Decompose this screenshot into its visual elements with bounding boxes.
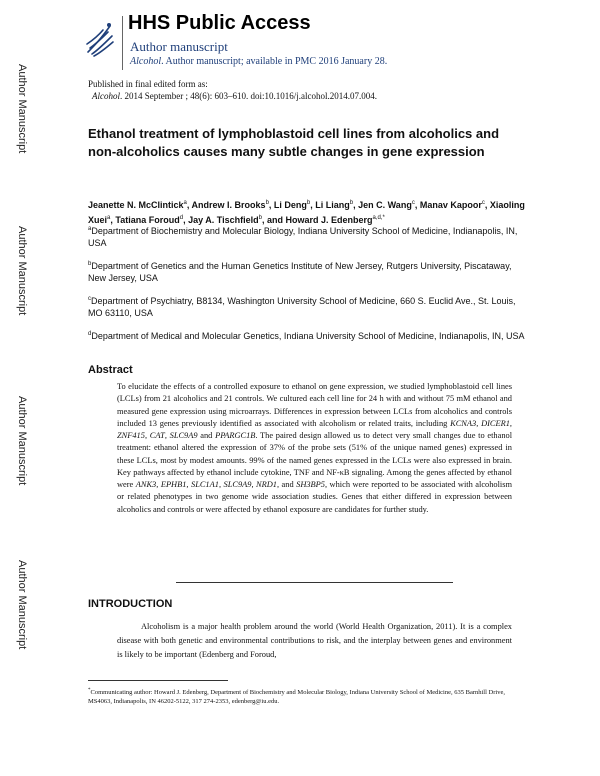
gene-name: KCNA3: [450, 418, 477, 428]
journal-availability: [130, 56, 387, 67]
affiliation-item: [88, 293, 528, 319]
author-name: Xiaoling Xuei: [88, 200, 525, 225]
author-separator: ,: [414, 200, 420, 210]
affiliation-text: Department of Genetics and the Human Genetics Institute of New Jersey, Rutgers University, Piscataway, New Jersey, USA: [88, 261, 512, 283]
published-label: Published in final edited form as:: [88, 79, 208, 89]
abstract-text: ,: [164, 431, 170, 440]
author-separator: ,: [353, 200, 359, 210]
affiliation-text: Department of Psychiatry, B8134, Washington University School of Medicine, 660 S. Euclid Ave., St. Louis, MO 63110, USA: [88, 296, 516, 318]
gene-name: PPARGC1B: [215, 431, 256, 440]
author-affiliation-marker: c: [481, 200, 485, 206]
introduction-paragraph: [117, 620, 512, 662]
author-name: Tatiana Foroud: [115, 215, 180, 225]
author-separator: ,: [110, 215, 116, 225]
abstract-heading: Abstract: [88, 364, 133, 376]
affiliation-text: Department of Biochemistry and Molecular Biology, Indiana University School of Medicine, Indianapolis, IN, USA: [88, 226, 518, 248]
abstract-text: and: [197, 431, 216, 440]
introduction-body: [117, 620, 512, 662]
gene-name: ANK3: [135, 480, 157, 489]
abstract-separator: [176, 582, 453, 583]
affiliation-item: [88, 328, 528, 342]
author-separator: ,: [186, 200, 192, 210]
author-separator: , and: [261, 215, 286, 225]
author-affiliation-marker: a: [183, 200, 187, 206]
abstract-text: ,: [509, 418, 512, 428]
side-label-author-manuscript: Author Manuscript: [16, 226, 28, 316]
introduction-text: Alcoholism is a major health problem around the world (World Health Organization, 2011). It is a complex disease with both genetic and environmental contributions to risk, and the interplay between genes and environment is likely to be important (Edenberg and Foroud,: [117, 622, 512, 659]
citation-details: . 2014 September ; 48(6): 603–610. doi:10.1016/j.alcohol.2014.07.004.: [120, 91, 377, 101]
footnote-separator: [88, 680, 228, 681]
author-name: Manav Kapoor: [419, 200, 482, 210]
availability-text: . Author manuscript; available in PMC 2016 January 28.: [161, 56, 388, 67]
author-separator: ,: [183, 215, 189, 225]
footnote-marker: *: [88, 688, 91, 693]
author-name: Jeanette N. McClintick: [88, 200, 184, 210]
author-affiliation-marker: b: [265, 200, 269, 206]
footnote: [88, 686, 523, 706]
affiliation-marker: a: [88, 226, 92, 232]
author-separator: ,: [268, 200, 274, 210]
paper-title: Ethanol treatment of lymphoblastoid cell lines from alcoholics and non-alcoholics causes many subtle changes in gene expression: [88, 126, 500, 159]
hhs-eagle-icon: [84, 18, 116, 58]
author-name: Li Liang: [315, 200, 350, 210]
author-name: Howard J. Edenberg: [285, 215, 373, 225]
affiliation-item: [88, 223, 528, 249]
journal-name: Alcohol: [130, 56, 162, 67]
author-affiliation-marker: c: [411, 200, 415, 206]
citation-line: [88, 90, 377, 102]
author-affiliation-marker: b: [349, 200, 354, 206]
header-divider: [122, 16, 123, 70]
abstract-text: , which were reported to be associated with alcoholism or related phenotypes in two genome wide association studies. Genes that either differed in expression between alcoholics and controls or were affected by ethanol exposure are candidates for further study.: [117, 480, 513, 514]
abstract-body: [117, 381, 512, 516]
author-affiliation-marker: b: [258, 215, 262, 221]
gene-name: SLC1A1: [191, 480, 219, 489]
abstract-text: ,: [218, 480, 224, 489]
affiliation-item: [88, 258, 528, 284]
author-affiliation-marker: a,d,*: [372, 215, 385, 221]
abstract-text: ,: [476, 418, 482, 428]
abstract-text: ,: [251, 480, 257, 489]
hhs-public-access-title: HHS Public Access: [128, 12, 311, 34]
affiliation-marker: b: [88, 261, 92, 267]
abstract-text: . The paired design allowed us to detect very small changes due to ethanol treatment: ethanol altered the expression of 37% of the probe sets (51% of the unique named genes) expressed in these LCLs, most by modest amounts. 99% of the named genes expressed in the LCLs were also expressed in brain. Key pathways affected by ethanol include cytokine, TNF and NF-κB signaling. Among the genes affected by ethanol were: [117, 431, 513, 489]
citation-journal: Alcohol: [92, 91, 120, 101]
gene-name: NRD1: [256, 480, 277, 489]
author-name: Jay A. Tischfield: [188, 215, 259, 225]
side-label-author-manuscript: Author Manuscript: [16, 396, 28, 486]
author-name: Andrew I. Brooks: [191, 200, 266, 210]
introduction-heading: INTRODUCTION: [88, 598, 173, 610]
gene-name: EPHB1: [160, 480, 187, 489]
affiliation-marker: c: [88, 296, 91, 302]
author-affiliation-marker: a: [107, 215, 111, 221]
author-manuscript-label: Author manuscript: [130, 39, 228, 54]
author-separator: ,: [484, 200, 490, 210]
affiliation-text: Department of Medical and Molecular Genetics, Indiana University School of Medicine, Indianapolis, IN, USA: [91, 331, 525, 341]
abstract-text: To elucidate the effects of a controlled exposure to ethanol on gene expression, we studied lymphoblastoid cell lines (LCLs) from 21 alcoholics and 21 controls. We cultured each cell line for 24 h with and without 75 mM ethanol and measured gene expression using microarrays. Differences in expression between LCLs from alcoholics and controls included 13 genes previously identified as associated with alcoholism or related traits, including: [117, 382, 512, 428]
author-separator: ,: [310, 200, 316, 210]
abstract-text: ,: [144, 431, 150, 440]
gene-name: SLC9A9: [169, 431, 198, 440]
abstract-paragraph: [117, 381, 512, 516]
published-in-block: [88, 78, 377, 102]
gene-name: DICER1: [481, 418, 510, 428]
gene-name: CAT: [149, 431, 165, 440]
abstract-text: , and: [276, 480, 297, 489]
footnote-text: Communicating author: Howard J. Edenberg, Department of Biochemistry and Molecular Biology, Indiana University School of Medicine, 635 Barnhill Drive, MS4063, Indianapolis, IN 46202-5122, 317 274-2353, edenberg@iu.edu.: [88, 689, 505, 706]
side-label-author-manuscript: Author Manuscript: [16, 64, 28, 154]
affiliations: [88, 223, 528, 351]
gene-name: SH3BP5: [296, 480, 325, 489]
gene-name: SLC9A9: [223, 480, 252, 489]
gene-name: ZNF415: [117, 431, 145, 440]
abstract-text: ,: [156, 480, 161, 489]
author-affiliation-marker: b: [306, 200, 311, 206]
affiliation-marker: d: [88, 331, 92, 337]
author-name: Jen C. Wang: [358, 200, 412, 210]
author-affiliation-marker: d: [179, 215, 184, 221]
side-label-author-manuscript: Author Manuscript: [16, 560, 28, 650]
abstract-text: ,: [186, 480, 191, 489]
author-name: Li Deng: [273, 200, 307, 210]
